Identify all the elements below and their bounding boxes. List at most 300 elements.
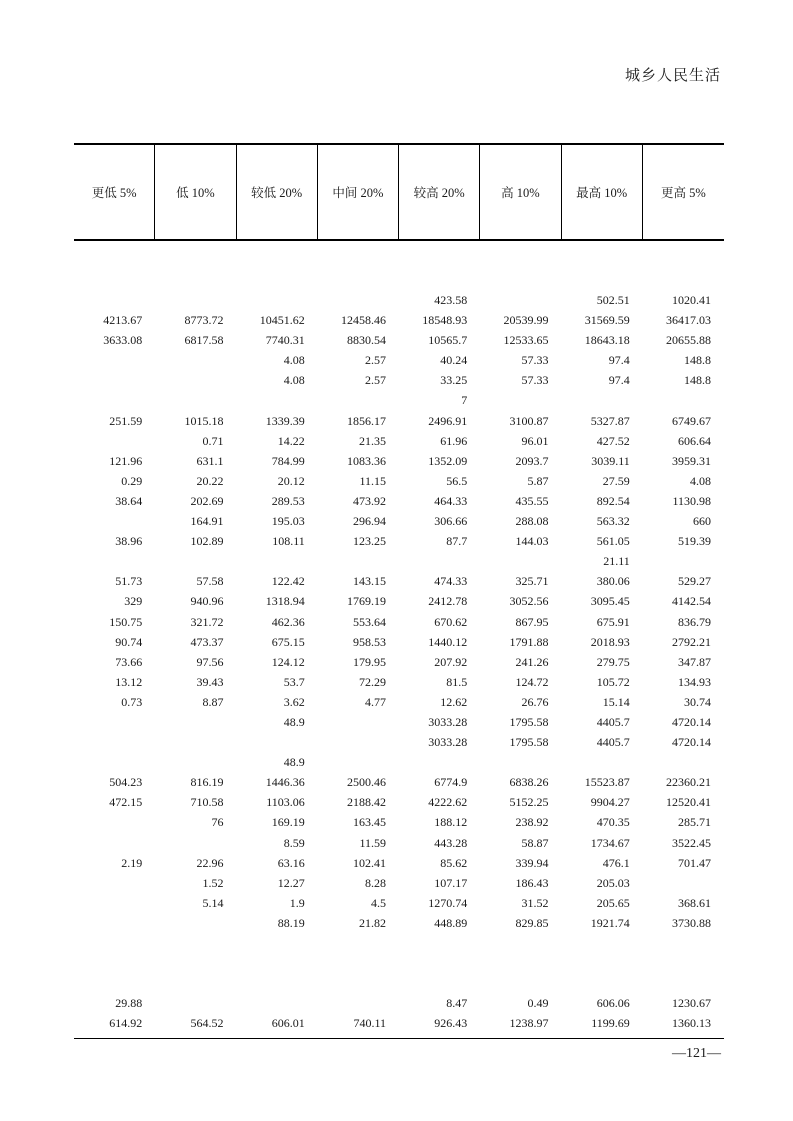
table-cell: 144.03 xyxy=(515,534,549,549)
table-cell: 57.33 xyxy=(521,353,549,368)
table-cell: 1318.94 xyxy=(265,594,305,609)
table-row xyxy=(74,893,724,913)
table-cell xyxy=(562,752,643,772)
table-cell: 38.64 xyxy=(115,493,143,508)
table-cell: 816.19 xyxy=(190,775,224,790)
table-cell: 122.42 xyxy=(271,574,305,589)
table-cell: 102.41 xyxy=(353,855,386,870)
table-cell xyxy=(155,953,236,973)
table-cell: 18548.93 xyxy=(422,313,468,328)
table-row xyxy=(74,551,724,571)
table-cell: 3.62 xyxy=(283,694,305,709)
table-cell: 660 xyxy=(693,514,711,529)
table-cell: 1015.18 xyxy=(184,413,224,428)
table-cell: 15523.87 xyxy=(584,775,630,790)
table-cell xyxy=(562,973,643,993)
table-cell xyxy=(155,370,236,390)
table-cell: 12533.65 xyxy=(503,333,549,348)
table-cell: 4.5 xyxy=(371,895,386,910)
table-row xyxy=(74,431,724,451)
table-cell: 56.5 xyxy=(446,473,468,488)
table-cell: 926.43 xyxy=(434,1016,468,1031)
table-cell: 606.06 xyxy=(596,996,630,1011)
table-row xyxy=(74,531,724,551)
table-cell: 97.56 xyxy=(196,654,224,669)
table-cell: 238.92 xyxy=(515,815,549,830)
table-cell: 553.64 xyxy=(353,614,386,629)
table-cell xyxy=(480,752,561,772)
table-cell xyxy=(74,390,155,410)
table-cell: 4405.7 xyxy=(596,714,630,729)
table-cell: 502.51 xyxy=(596,293,630,307)
table-cell: 8.28 xyxy=(365,875,386,890)
table-cell: 3033.28 xyxy=(428,714,468,729)
table-cell: 462.36 xyxy=(271,614,305,629)
table-cell xyxy=(318,390,399,410)
table-cell: 22.96 xyxy=(196,855,224,870)
table-cell xyxy=(237,390,318,410)
table-row xyxy=(74,873,724,893)
column-header: 更低 5% xyxy=(74,145,155,239)
column-header: 较低 20% xyxy=(237,145,318,239)
table-cell xyxy=(399,973,480,993)
table-cell: 476.1 xyxy=(602,855,630,870)
table-cell xyxy=(318,712,399,732)
table-cell: 4720.14 xyxy=(672,714,711,729)
table-cell: 2496.91 xyxy=(428,413,468,428)
table-cell: 5.14 xyxy=(202,895,224,910)
table-row xyxy=(74,973,724,993)
table-row xyxy=(74,491,724,511)
table-cell: 784.99 xyxy=(271,453,305,468)
table-cell: 1.52 xyxy=(202,875,224,890)
table-cell: 124.12 xyxy=(271,654,305,669)
table-cell xyxy=(237,290,318,310)
table-cell: 143.15 xyxy=(353,574,386,589)
table-cell: 675.15 xyxy=(271,634,305,649)
table-cell: 427.52 xyxy=(596,433,630,448)
table-cell: 1734.67 xyxy=(590,835,630,850)
table-cell: 368.61 xyxy=(678,895,711,910)
table-cell xyxy=(562,390,643,410)
table-cell: 148.8 xyxy=(684,373,711,388)
table-cell: 11.15 xyxy=(359,473,386,488)
table-cell: 18643.18 xyxy=(584,333,630,348)
table-cell xyxy=(74,370,155,390)
table-cell: 529.27 xyxy=(678,574,711,589)
table-cell: 1795.58 xyxy=(509,735,549,750)
table-cell: 380.06 xyxy=(596,574,630,589)
table-cell: 12458.46 xyxy=(341,313,386,328)
table-cell: 241.26 xyxy=(515,654,549,669)
table-cell xyxy=(399,953,480,973)
table-cell xyxy=(318,752,399,772)
table-cell xyxy=(74,732,155,752)
table-row xyxy=(74,652,724,672)
table-cell: 836.79 xyxy=(678,614,711,629)
table-cell: 48.9 xyxy=(283,755,305,770)
table-cell: 202.69 xyxy=(190,493,224,508)
table-cell: 1440.12 xyxy=(428,634,468,649)
page-number: —121— xyxy=(672,1046,721,1061)
table-cell xyxy=(480,933,561,953)
table-cell: 179.95 xyxy=(353,654,386,669)
table-cell: 675.91 xyxy=(596,614,630,629)
table-cell: 14.22 xyxy=(277,433,305,448)
table-cell: 186.43 xyxy=(515,875,549,890)
table-cell: 63.16 xyxy=(277,855,305,870)
table-cell: 606.64 xyxy=(678,433,711,448)
table-cell: 124.72 xyxy=(515,674,549,689)
table-row xyxy=(74,370,724,390)
table-cell: 1103.06 xyxy=(266,795,305,810)
table-cell: 464.33 xyxy=(434,493,468,508)
table-cell xyxy=(318,290,399,310)
table-row xyxy=(74,411,724,431)
table-cell: 12520.41 xyxy=(666,795,711,810)
table-cell: 1230.67 xyxy=(672,996,711,1011)
table-cell: 4222.62 xyxy=(428,795,468,810)
table-cell: 30.74 xyxy=(684,694,711,709)
table-cell: 631.1 xyxy=(196,453,224,468)
table-row xyxy=(74,712,724,732)
table-cell: 10451.62 xyxy=(259,313,305,328)
table-cell: 169.19 xyxy=(271,815,305,830)
table-cell xyxy=(155,290,236,310)
table-cell: 740.11 xyxy=(353,1016,386,1031)
table-cell xyxy=(318,993,399,1013)
table-row xyxy=(74,833,724,853)
table-cell xyxy=(237,993,318,1013)
table-cell: 470.35 xyxy=(596,815,630,830)
table-cell: 347.87 xyxy=(678,654,711,669)
table-row xyxy=(74,310,724,330)
table-cell xyxy=(74,833,155,853)
table-cell xyxy=(237,953,318,973)
table-cell xyxy=(74,712,155,732)
table-cell: 288.08 xyxy=(515,514,549,529)
table-cell: 40.24 xyxy=(440,353,468,368)
table-row xyxy=(74,511,724,531)
table-cell: 606.01 xyxy=(271,1016,305,1031)
table-cell xyxy=(155,913,236,933)
table-row xyxy=(74,591,724,611)
table-cell: 0.49 xyxy=(527,996,549,1011)
table-cell: 150.75 xyxy=(109,614,143,629)
table-cell: 26.76 xyxy=(521,694,549,709)
table-cell: 8.47 xyxy=(446,996,468,1011)
table-cell: 12.62 xyxy=(440,694,468,709)
table-cell xyxy=(399,752,480,772)
table-cell xyxy=(74,752,155,772)
table-cell: 958.53 xyxy=(353,634,386,649)
table-cell: 96.01 xyxy=(521,433,549,448)
table-cell: 38.96 xyxy=(115,534,143,549)
table-cell: 27.59 xyxy=(602,473,630,488)
table-cell: 1020.41 xyxy=(672,293,711,307)
table-cell: 448.89 xyxy=(434,915,468,930)
table-cell xyxy=(399,933,480,953)
table-cell xyxy=(155,350,236,370)
table-cell: 3033.28 xyxy=(428,735,468,750)
table-cell: 5.87 xyxy=(527,473,549,488)
table-row xyxy=(74,752,724,772)
table-cell: 1856.17 xyxy=(347,413,386,428)
table-cell: 3633.08 xyxy=(103,333,143,348)
table-cell xyxy=(480,390,561,410)
table-cell: 22360.21 xyxy=(666,775,711,790)
table-cell: 134.93 xyxy=(678,674,711,689)
table-cell: 105.72 xyxy=(596,674,630,689)
table-row xyxy=(74,672,724,692)
table-cell: 195.03 xyxy=(271,514,305,529)
table-cell xyxy=(643,933,724,953)
table-row xyxy=(74,732,724,752)
table-cell: 3095.45 xyxy=(590,594,630,609)
column-header: 较高 20% xyxy=(399,145,480,239)
table-cell xyxy=(318,953,399,973)
table-cell xyxy=(74,511,155,531)
table-cell xyxy=(155,390,236,410)
table-cell xyxy=(237,732,318,752)
table-cell xyxy=(74,953,155,973)
table-cell: 58.87 xyxy=(521,835,549,850)
table-row xyxy=(74,390,724,410)
table-cell: 472.15 xyxy=(109,795,143,810)
table-cell: 2412.78 xyxy=(428,594,468,609)
table-cell xyxy=(480,290,561,310)
table-row xyxy=(74,471,724,491)
table-cell: 33.25 xyxy=(440,373,468,388)
table-row xyxy=(74,853,724,873)
table-cell xyxy=(562,933,643,953)
table-cell xyxy=(399,551,480,571)
table-cell: 102.89 xyxy=(190,534,224,549)
table-cell xyxy=(74,551,155,571)
table-cell: 1352.09 xyxy=(428,453,468,468)
table-cell xyxy=(237,973,318,993)
table-cell: 4.77 xyxy=(365,694,386,709)
table-cell: 48.9 xyxy=(283,714,305,729)
table-cell: 8830.54 xyxy=(347,333,386,348)
table-cell xyxy=(480,973,561,993)
table-row xyxy=(74,933,724,953)
table-cell: 2792.21 xyxy=(672,634,711,649)
table-row xyxy=(74,350,724,370)
table-cell: 423.58 xyxy=(434,293,468,307)
table-row xyxy=(74,993,724,1013)
table-cell: 4405.7 xyxy=(596,735,630,750)
table-cell: 321.72 xyxy=(190,614,224,629)
table-cell: 5152.25 xyxy=(509,795,549,810)
table-cell: 1199.69 xyxy=(591,1016,630,1031)
table-cell: 1769.19 xyxy=(347,594,386,609)
table-cell: 39.43 xyxy=(196,674,224,689)
table-cell xyxy=(562,953,643,973)
table-cell xyxy=(74,350,155,370)
table-cell xyxy=(74,933,155,953)
table-cell: 107.17 xyxy=(434,875,468,890)
table-cell: 3039.11 xyxy=(591,453,630,468)
table-cell: 296.94 xyxy=(353,514,386,529)
table-cell: 31.52 xyxy=(521,895,549,910)
table-cell: 563.32 xyxy=(596,514,630,529)
table-cell: 1921.74 xyxy=(590,915,630,930)
table-cell: 7740.31 xyxy=(265,333,305,348)
table-cell: 3100.87 xyxy=(509,413,549,428)
table-cell: 20539.99 xyxy=(503,313,549,328)
table-cell: 7 xyxy=(461,393,468,408)
table-cell: 205.03 xyxy=(596,875,630,890)
table-cell: 564.52 xyxy=(190,1016,224,1031)
column-header: 中间 20% xyxy=(318,145,399,239)
column-header: 低 10% xyxy=(155,145,236,239)
table-cell: 0.71 xyxy=(202,433,224,448)
table-cell xyxy=(643,752,724,772)
table-cell: 1238.97 xyxy=(509,1016,549,1031)
table-cell: 1446.36 xyxy=(265,775,305,790)
table-cell: 20655.88 xyxy=(666,333,711,348)
table-cell xyxy=(318,933,399,953)
table-cell: 21.82 xyxy=(359,915,386,930)
table-cell xyxy=(318,551,399,571)
table-cell: 561.05 xyxy=(596,534,630,549)
table-cell: 2.57 xyxy=(365,353,386,368)
table-cell xyxy=(74,973,155,993)
table-cell: 36417.03 xyxy=(666,313,711,328)
table-cell: 164.91 xyxy=(190,514,224,529)
table-cell xyxy=(74,290,155,310)
table-cell: 829.85 xyxy=(515,915,549,930)
table-cell: 61.96 xyxy=(440,433,468,448)
table-cell: 4142.54 xyxy=(672,594,711,609)
column-header: 最高 10% xyxy=(562,145,643,239)
table-cell: 90.74 xyxy=(115,634,143,649)
table-cell: 108.11 xyxy=(272,534,305,549)
table-cell: 4.08 xyxy=(283,353,305,368)
table-cell: 289.53 xyxy=(271,493,305,508)
table-cell xyxy=(237,933,318,953)
table-cell: 892.54 xyxy=(596,493,630,508)
table-row xyxy=(74,953,724,973)
table-cell: 72.29 xyxy=(359,674,386,689)
table-cell: 148.8 xyxy=(684,353,711,368)
table-cell xyxy=(155,833,236,853)
table-cell: 6774.9 xyxy=(434,775,468,790)
table-row xyxy=(74,692,724,712)
table-cell: 88.19 xyxy=(277,915,305,930)
table-cell: 87.7 xyxy=(446,534,468,549)
table-row xyxy=(74,612,724,632)
table-cell: 614.92 xyxy=(109,1016,143,1031)
table-cell xyxy=(74,893,155,913)
table-cell: 9904.27 xyxy=(590,795,630,810)
table-cell: 670.62 xyxy=(434,614,468,629)
table-cell: 163.45 xyxy=(353,815,386,830)
table-row xyxy=(74,812,724,832)
table-row xyxy=(74,772,724,792)
table-cell xyxy=(643,973,724,993)
table-cell xyxy=(74,812,155,832)
table-cell: 285.71 xyxy=(678,815,711,830)
table-cell: 20.22 xyxy=(196,473,224,488)
table-cell: 188.12 xyxy=(434,815,468,830)
table-cell: 0.29 xyxy=(121,473,143,488)
table-cell: 6838.26 xyxy=(509,775,549,790)
table-cell: 31569.59 xyxy=(584,313,630,328)
table-row xyxy=(74,1013,724,1033)
table-cell: 710.58 xyxy=(190,795,224,810)
table-cell: 3959.31 xyxy=(672,453,711,468)
table-cell: 701.47 xyxy=(678,855,711,870)
table-cell: 8.59 xyxy=(283,835,305,850)
table-cell: 504.23 xyxy=(109,775,143,790)
table-cell: 121.96 xyxy=(109,453,143,468)
table-cell xyxy=(155,993,236,1013)
table-cell: 29.88 xyxy=(115,996,143,1011)
table-cell: 1339.39 xyxy=(265,413,305,428)
table-cell xyxy=(74,913,155,933)
table-cell: 97.4 xyxy=(608,353,630,368)
table-cell: 0.73 xyxy=(121,694,143,709)
table-row xyxy=(74,571,724,591)
table-cell: 2093.7 xyxy=(515,453,549,468)
table-cell xyxy=(480,953,561,973)
table-cell: 306.66 xyxy=(434,514,468,529)
table-cell xyxy=(74,431,155,451)
table-cell xyxy=(155,933,236,953)
table-cell: 15.14 xyxy=(602,694,630,709)
table-cell: 1360.13 xyxy=(672,1016,711,1031)
table-cell: 1083.36 xyxy=(347,453,386,468)
table-cell xyxy=(155,973,236,993)
table-cell: 13.12 xyxy=(115,674,143,689)
data-table-body xyxy=(74,290,724,1033)
table-cell: 6749.67 xyxy=(672,413,711,428)
table-bottom-rule xyxy=(74,1038,724,1039)
table-cell: 435.55 xyxy=(515,493,549,508)
column-header: 更高 5% xyxy=(660,186,706,200)
table-cell xyxy=(643,873,724,893)
table-cell xyxy=(318,732,399,752)
table-cell xyxy=(480,551,561,571)
table-cell: 2018.93 xyxy=(590,634,630,649)
table-cell: 12.27 xyxy=(277,875,305,890)
table-header xyxy=(74,143,724,241)
table-cell: 3052.56 xyxy=(509,594,549,609)
section-title: 城乡人民生活 xyxy=(624,68,721,84)
table-row xyxy=(74,451,724,471)
table-cell xyxy=(155,712,236,732)
table-cell: 473.92 xyxy=(353,493,386,508)
table-cell: 279.75 xyxy=(596,654,630,669)
table-cell: 123.25 xyxy=(353,534,386,549)
table-cell: 8.87 xyxy=(202,694,224,709)
table-cell: 2188.42 xyxy=(347,795,386,810)
table-cell: 940.96 xyxy=(190,594,224,609)
table-cell xyxy=(643,390,724,410)
column-header: 高 10% xyxy=(480,145,561,239)
table-cell: 207.92 xyxy=(434,654,468,669)
table-cell: 20.12 xyxy=(277,473,305,488)
table-cell xyxy=(74,873,155,893)
table-cell: 1791.88 xyxy=(509,634,549,649)
table-cell: 473.37 xyxy=(190,634,224,649)
table-cell: 1795.58 xyxy=(509,714,549,729)
table-cell: 205.65 xyxy=(596,895,630,910)
table-cell: 474.33 xyxy=(434,574,468,589)
table-cell: 57.33 xyxy=(521,373,549,388)
